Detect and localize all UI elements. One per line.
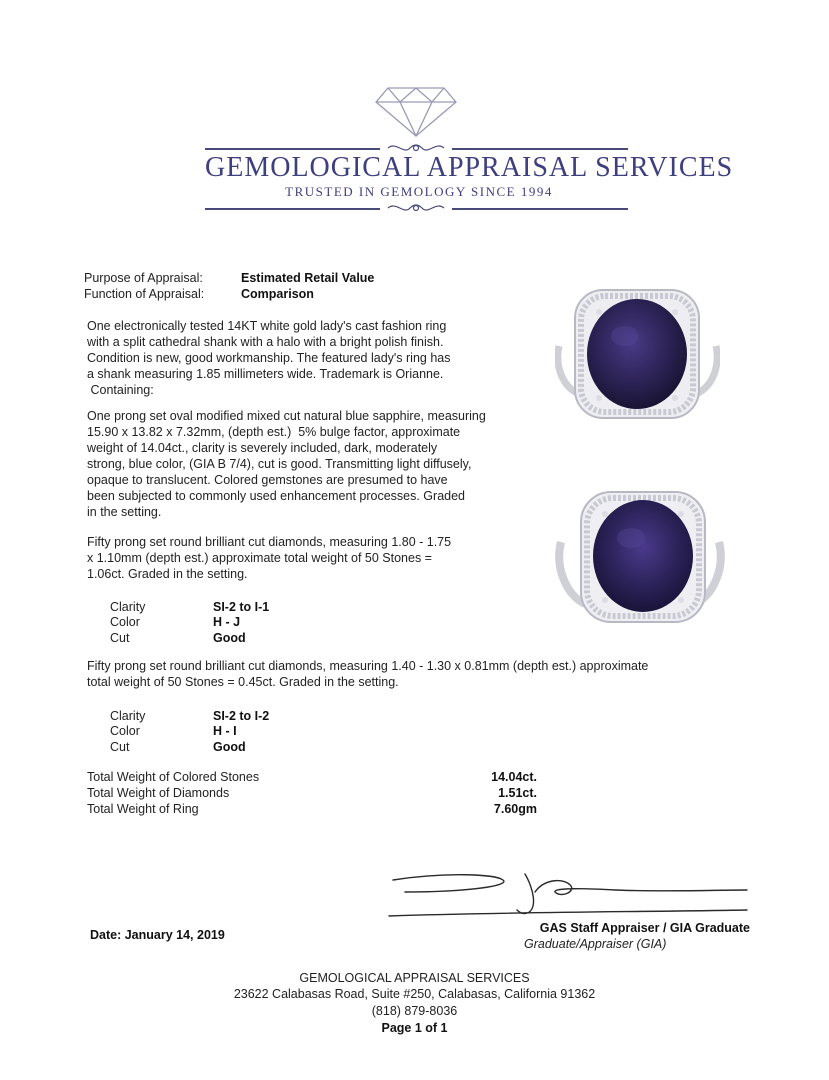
header-rule-top-left	[205, 148, 380, 150]
flourish-bottom-icon	[386, 201, 446, 215]
grade-value: SI-2 to I-1	[213, 600, 270, 614]
description-line: Containing:	[87, 383, 154, 397]
diamonds-1-line: Fifty prong set round brilliant cut diamonds, measuring 1.80 - 1.75	[87, 535, 452, 549]
appraiser-title: GAS Staff Appraiser / GIA Graduate	[539, 921, 750, 935]
logo-diamond-icon	[374, 86, 458, 138]
sapphire-line: been subjected to commonly used enhancement processes. Graded	[87, 489, 466, 503]
purpose-value: Estimated Retail Value	[241, 271, 375, 285]
diamonds-2-description	[87, 658, 648, 690]
sapphire-description	[87, 408, 486, 520]
total-label: Total Weight of Ring	[87, 802, 199, 816]
grade-value: SI-2 to I-2	[213, 709, 270, 723]
diamonds-1-color-row	[110, 615, 240, 631]
header-rule-bottom-right	[452, 208, 628, 210]
diamonds-1-cut-row	[110, 631, 246, 647]
grade-value: Good	[213, 631, 246, 645]
sapphire-line: in the setting.	[87, 505, 162, 519]
sapphire-line: opaque to translucent. Colored gemstones are presumed to have	[87, 473, 448, 487]
total-value: 1.51ct.	[498, 786, 537, 800]
grade-value: H - I	[213, 724, 237, 738]
total-value: 7.60gm	[493, 802, 537, 816]
grade-value: Good	[213, 740, 246, 754]
total-label: Total Weight of Colored Stones	[87, 770, 260, 784]
purpose-label: Purpose of Appraisal:	[84, 271, 203, 285]
grade-label: Color	[110, 615, 140, 629]
tagline: TRUSTED IN GEMOLOGY SINCE 1994	[285, 184, 553, 199]
ring-description	[87, 318, 450, 398]
org-name: GEMOLOGICAL APPRAISAL SERVICES	[205, 152, 734, 183]
ring-photo-bottom	[555, 486, 725, 630]
footer-address: 23622 Calabasas Road, Suite #250, Calabasas, California 91362	[233, 987, 596, 1001]
footer-phone: (818) 879-8036	[371, 1004, 458, 1018]
sapphire-line: weight of 14.04ct., clarity is severely included, dark, moderately	[87, 441, 438, 455]
grade-label: Color	[110, 724, 140, 738]
total-value: 14.04ct.	[491, 770, 537, 784]
sapphire-line: 15.90 x 13.82 x 7.32mm, (depth est.) 5% bulge factor, approximate	[87, 425, 461, 439]
total-colored-stones-row	[87, 770, 537, 786]
sapphire-line: One prong set oval modified mixed cut natural blue sapphire, measuring	[87, 409, 486, 423]
signature-icon	[385, 870, 750, 922]
diamonds-2-cut-row	[110, 740, 246, 756]
diamonds-2-line: total weight of 50 Stones = 0.45ct. Graded in the setting.	[87, 675, 399, 689]
diamonds-1-clarity-row	[110, 600, 269, 616]
description-line: a shank measuring 1.85 millimeters wide. Trademark is Orianne.	[87, 367, 444, 381]
description-line: One electronically tested 14KT white gold lady's cast fashion ring	[87, 319, 447, 333]
total-label: Total Weight of Diamonds	[87, 786, 230, 800]
appraiser-credential: Graduate/Appraiser (GIA)	[524, 937, 667, 951]
grade-label: Clarity	[110, 709, 146, 723]
page-number: Page 1 of 1	[381, 1021, 448, 1035]
grade-value: H - J	[213, 615, 241, 629]
function-label: Function of Appraisal:	[84, 287, 205, 301]
grade-label: Clarity	[110, 600, 146, 614]
diamonds-2-color-row	[110, 724, 237, 740]
total-ring-row	[87, 802, 537, 818]
function-value: Comparison	[241, 287, 314, 301]
header-rule-top-right	[452, 148, 628, 150]
description-line: Condition is new, good workmanship. The featured lady's ring has	[87, 351, 451, 365]
sapphire-line: strong, blue color, (GIA B 7/4), cut is good. Transmitting light diffusely,	[87, 457, 472, 471]
grade-label: Cut	[110, 631, 130, 645]
diamonds-1-line: 1.06ct. Graded in the setting.	[87, 567, 248, 581]
ring-photo-top	[555, 286, 720, 426]
diamonds-2-line: Fifty prong set round brilliant cut diamonds, measuring 1.40 - 1.30 x 0.81mm (depth est.) approximate	[87, 659, 649, 673]
appraisal-date: Date: January 14, 2019	[90, 928, 225, 942]
footer-org: GEMOLOGICAL APPRAISAL SERVICES	[299, 971, 530, 985]
grade-label: Cut	[110, 740, 130, 754]
diamonds-1-line: x 1.10mm (depth est.) approximate total weight of 50 Stones =	[87, 551, 432, 565]
diamonds-2-clarity-row	[110, 709, 269, 725]
diamonds-1-description	[87, 534, 451, 582]
header-rule-bottom-left	[205, 208, 380, 210]
total-diamonds-row	[87, 786, 537, 802]
description-line: with a split cathedral shank with a halo with a bright polish finish.	[87, 335, 444, 349]
